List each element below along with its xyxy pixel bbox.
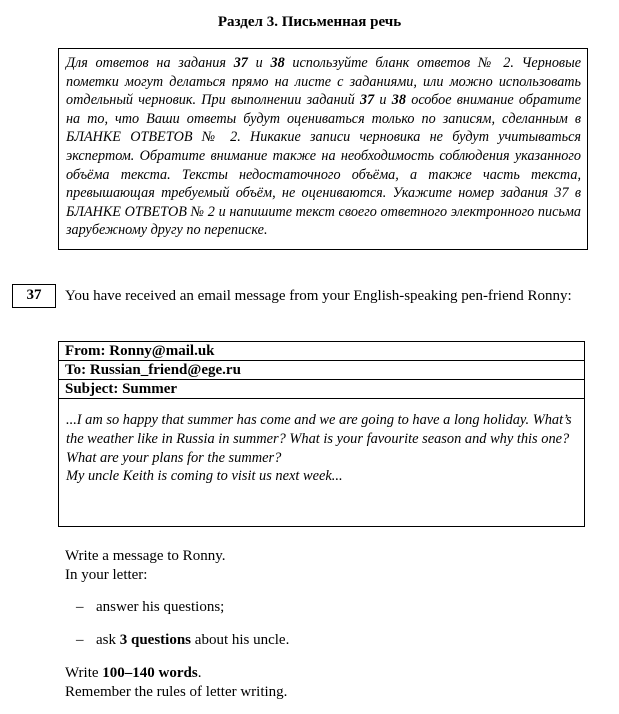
email-to: To: Russian_friend@ege.ru [59, 361, 584, 380]
bullet-text-2-post: about his uncle. [191, 632, 290, 648]
email-body-paragraph-1: ...I am so happy that summer has come and we are going to have a long holiday. What’s the weather like in Russia in summer? What is your favourite season and why this one? What are your plans for the summer? [66, 412, 572, 466]
word-count-post: . [197, 665, 202, 681]
bullet-text-1: answer his questions; [96, 599, 225, 615]
directions-line-1: Write a message to Ronny. [65, 548, 226, 564]
instructions-text-4: и [374, 92, 392, 109]
email-from: From: Ronny@mail.uk [59, 342, 584, 361]
email-box [58, 341, 585, 527]
task-directions [65, 547, 592, 585]
word-count-line [65, 664, 592, 683]
instructions-text-1: Для ответов на задания [66, 55, 234, 71]
bullet-item-2 [76, 631, 289, 650]
word-count-bold: 100–140 words [102, 665, 198, 681]
instructions-text-5: особое внимание обратите на то, что Ваши ответы будут оцениваться только по записям, сделанным в БЛАНКЕ ОТВЕТОВ № 2. Никакие записи черновика не будут учитываться экспертом. Обратите внимание также на необходимость соблюдения указанного объёма текста. Тексты недостаточного объёма, а также часть текста, превышающая требуемый объём, не оцениваются. Укажите номер задания 37 в БЛАНКЕ ОТВЕТОВ № 2 и напишите текст своего ответного электронного письма зарубежному другу по переписке. [66, 92, 582, 239]
closing-directions [65, 664, 592, 702]
email-body [59, 399, 584, 486]
bullet-item-1 [76, 598, 224, 617]
section-title: Раздел 3. Письменная речь [217, 14, 402, 30]
instructions-box [58, 48, 588, 250]
bullet-text-2-pre: ask [96, 632, 120, 648]
bullet-dash: – [76, 599, 84, 615]
email-body-paragraph-2: My uncle Keith is coming to visit us next week... [66, 468, 343, 485]
remember-line: Remember the rules of letter writing. [65, 684, 288, 700]
task-ref-37-second: 37 [359, 92, 375, 109]
instructions-text-3: используйте бланк ответов № 2. Черновые пометки могут делаться прямо на листе с заданиями, или можно использовать отдельный черновик. При выполнении заданий [66, 55, 581, 109]
task-ref-38: 38 [270, 55, 285, 71]
task-ref-38-second: 38 [391, 92, 406, 109]
email-subject: Subject: Summer [59, 380, 584, 399]
directions-line-2: In your letter: [65, 567, 148, 583]
task-ref-37: 37 [233, 55, 248, 71]
task-prompt: You have received an email message from your English-speaking pen-friend Ronny: [65, 288, 572, 304]
bullet-text-2-bold: 3 questions [119, 632, 192, 648]
word-count-pre: Write [65, 665, 103, 681]
task-number-box: 37 [12, 284, 56, 308]
bullet-dash: – [76, 632, 84, 648]
instructions-text-2: и [247, 55, 271, 71]
